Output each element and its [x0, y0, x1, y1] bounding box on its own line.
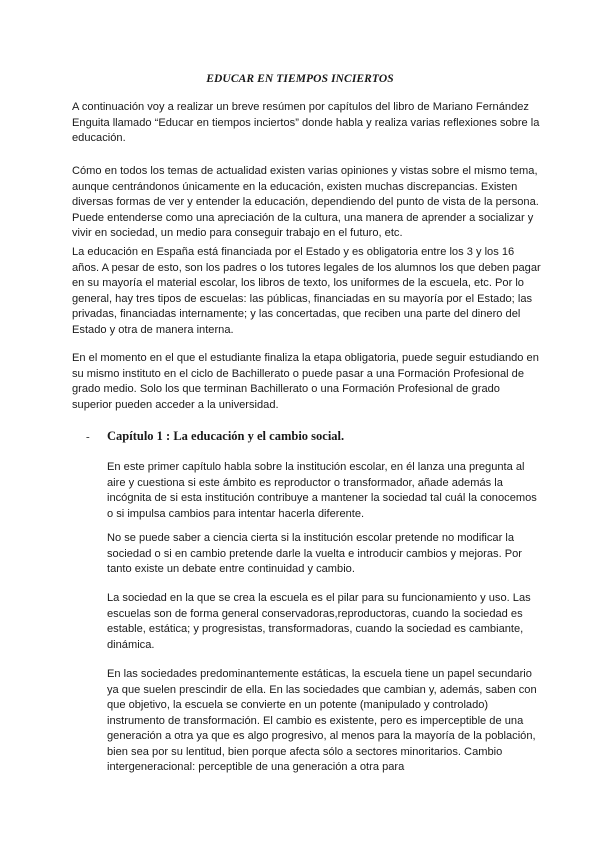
chapter-paragraph-2: No se puede saber a ciencia cierta si la institución escolar pretende no modificar la sociedad o si en cambio pretende darle la vuelta e introducir cambios y mejoras. Por tanto existe un debate entre continuidad y cambio.: [107, 532, 522, 575]
document-title: EDUCAR EN TIEMPOS INCIERTOS: [206, 73, 394, 85]
chapter-paragraph-4: En las sociedades predominantemente estáticas, la escuela tiene un papel secundario ya que suelen prescindir de ella. En las sociedades que cambian y, además, saben con que objetivo, la escuela se convierte en un potente (manipulado y controlado) instrumento de transformación. El cambio es existente, pero es imperceptible de una generación a otra ya que es algo progresivo, al menos para la mayoría de la población, bien sea por su lentitud, bien porque afecta sólo a sectores minoritarios. Cambio intergeneracional: perceptible de una generación a otra para: [107, 668, 537, 773]
intro-paragraph-1: A continuación voy a realizar un breve resúmen por capítulos del libro de Mariano Fernández Enguita llamado “Educar en tiempos inciertos” donde habla y realiza varias reflexiones sobre la educación.: [72, 101, 540, 144]
chapter-1-title: Capítulo 1 : La educación y el cambio social.: [107, 429, 345, 443]
chapter-1-heading: [86, 429, 344, 444]
bullet-dash: -: [86, 431, 90, 443]
chapter-paragraph-1: En este primer capítulo habla sobre la institución escolar, en él lanza una pregunta al aire y cuestiona si este ámbito es reproductor o transformador, añade además la incógnita de si esta institución contribuye a mantener la sociedad tal cuál la conocemos o si impulsa cambios para intentar hacerla diferente.: [107, 461, 537, 520]
intro-paragraph-2: Cómo en todos los temas de actualidad existen varias opiniones y vistas sobre el mismo tema, aunque centrándonos únicamente en la educación, existen muchas discrepancias. Existen diversas formas de ver y entender la educación, dependiendo del punto de vista de la persona. Puede entenderse como una apreciación de la cultura, una manera de aprender a socializar y vivir en sociedad, un medio para conseguir trabajo en el futuro, etc.: [72, 165, 539, 239]
chapter-paragraph-3: La sociedad en la que se crea la escuela es el pilar para su funcionamiento y uso. Las escuelas son de forma general conservadoras,reproductoras, cuando la sociedad es estable, estática; y progresistas, transformadoras, cuando la sociedad es cambiante, dinámica.: [107, 592, 531, 651]
intro-paragraph-4: En el momento en el que el estudiante finaliza la etapa obligatoria, puede seguir estudiando en su mismo instituto en el ciclo de Bachillerato o puede pasar a una Formación Profesional de grado medio. Solo los que terminan Bachillerato o una Formación Profesional de grado superior pueden acceder a la universidad.: [72, 352, 539, 411]
intro-paragraph-3: La educación en España está financiada por el Estado y es obligatoria entre los 3 y los 16 años. A pesar de esto, son los padres o los tutores legales de los alumnos los que deben pagar en su mayoría el material escolar, los libros de texto, los uniformes de la escuela, etc. Por lo general, hay tres tipos de escuelas: las públicas, financiadas en su mayoría por el Estado; las privadas, financiadas internamente; y las concertadas, que reciben una parte del dinero del Estado y otra de manera interna.: [72, 246, 541, 336]
